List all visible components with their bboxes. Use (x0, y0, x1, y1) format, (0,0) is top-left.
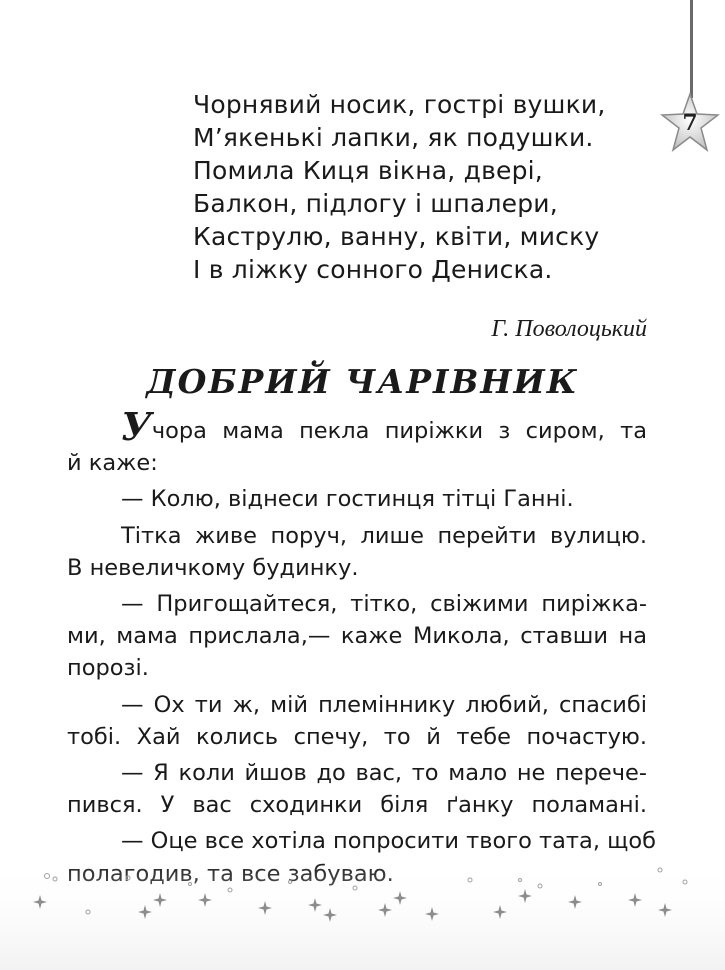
paragraph-line: й каже: (67, 450, 158, 477)
paragraph-line (67, 404, 647, 449)
story-title: ДОБРИЙ ЧАРІВНИК (146, 362, 579, 401)
paragraph-text: чора мама пекла пиріжки з сиром, та (151, 418, 647, 444)
paragraph-line: ми, мама прислала,— каже Микола, ставши на (67, 623, 647, 650)
paragraph-line: — Колю, віднеси гостинця тітці Ганні. (121, 486, 574, 513)
paragraph-line: тобі. Хай колись спечу, то й тебе почастую. (67, 723, 647, 750)
sparkles-decoration (0, 860, 725, 970)
poem-line: М’якенькі лапки, як подушки. (193, 123, 594, 152)
paragraph-line: В невеличкому будинку. (67, 554, 359, 581)
page-number: 7 (682, 110, 698, 136)
poem-line: І в ліжку сонного Дениска. (193, 255, 553, 284)
poem-line: Каструлю, ванну, квіти, миску (193, 222, 600, 251)
poem-line: Помила Киця вікна, двері, (193, 156, 543, 185)
hanging-string (690, 0, 693, 98)
drop-cap: У (121, 404, 152, 449)
paragraph-line: — Ох ти ж, мій племіннику любий, спасибі (121, 691, 647, 718)
poem-author: Г. Поволоцький (491, 316, 647, 342)
poem (193, 88, 613, 286)
paragraph-line: порозі. (67, 655, 149, 682)
story-body (67, 404, 656, 890)
poem-line: Балкон, підлогу і шпалери, (193, 189, 558, 218)
paragraph-line: — Оце все хотіла попросити твого тата, щоб (121, 828, 656, 855)
paragraph-line: — Я коли йшов до вас, то мало не перече- (121, 760, 647, 787)
paragraph-line: — Пригощайтеся, тітко, свіжими пиріжка- (121, 591, 647, 618)
paragraph-line: пився. У вас сходинки біля ґанку поламані. (67, 792, 647, 819)
paragraph-line: Тітка живе поруч, лише перейти вулицю. (121, 522, 647, 549)
poem-line: Чорнявий носик, гострі вушки, (193, 90, 606, 119)
